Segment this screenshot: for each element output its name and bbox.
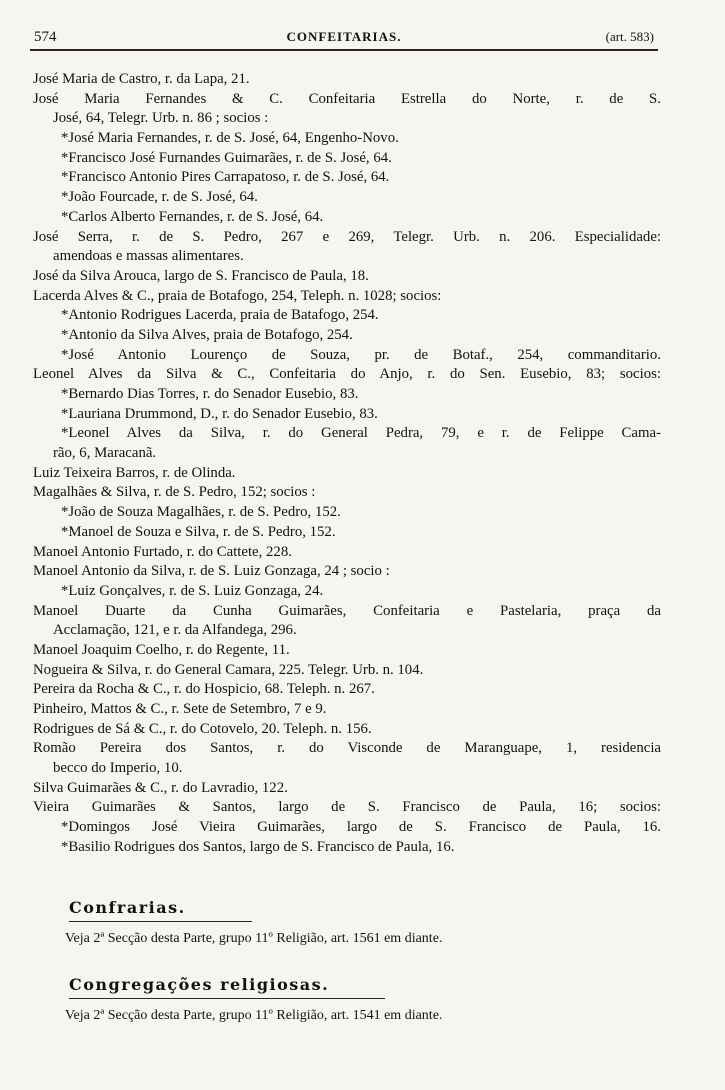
- directory-entry-line: José da Silva Arouca, largo de S. Francisco de Paula, 18.: [33, 267, 369, 284]
- directory-entry-line: José Serra, r. de S. Pedro, 267 e 269, Telegr. Urb. n. 206. Especialidade:: [33, 228, 661, 245]
- section-title: Congregações religiosas.: [69, 975, 330, 994]
- directory-entry-line: Acclamação, 121, e r. da Alfandega, 296.: [53, 622, 297, 639]
- directory-entry-line: Manoel Duarte da Cunha Guimarães, Confeitaria e Pastelaria, praça da: [33, 602, 661, 619]
- directory-entry-line: *Luiz Gonçalves, r. de S. Luiz Gonzaga, 24.: [61, 582, 324, 599]
- directory-entry-line: *José Antonio Lourenço de Souza, pr. de Botaf., 254, commanditario.: [61, 346, 661, 363]
- directory-entry-line: *João de Souza Magalhães, r. de S. Pedro, 152.: [61, 504, 341, 521]
- directory-entry-line: José Maria de Castro, r. da Lapa, 21.: [33, 71, 250, 87]
- directory-entry-line: Vieira Guimarães & Santos, largo de S. Francisco de Paula, 16; socios:: [33, 799, 661, 816]
- header-rule: [30, 49, 658, 51]
- directory-entry-line: Romão Pereira dos Santos, r. do Visconde de Maranguape, 1, residencia: [33, 740, 661, 757]
- section-note: Veja 2ª Secção desta Parte, grupo 11º Religião, art. 1561 em diante.: [65, 931, 443, 946]
- directory-entry-line: *Francisco Antonio Pires Carrapatoso, r. de S. José, 64.: [61, 169, 390, 186]
- directory-entry-line: Magalhães & Silva, r. de S. Pedro, 152; socios :: [33, 484, 316, 501]
- entry-list: [33, 70, 661, 858]
- directory-entry-line: *Bernardo Dias Torres, r. do Senador Eusebio, 83.: [61, 386, 359, 402]
- directory-entry-line: *Francisco José Furnandes Guimarães, r. de S. José, 64.: [61, 149, 392, 166]
- directory-entry-line: Silva Guimarães & C., r. do Lavradio, 122.: [33, 779, 288, 796]
- directory-entry-line: Pereira da Rocha & C., r. do Hospicio, 68. Teleph. n. 267.: [33, 681, 375, 698]
- directory-entry-line: *Domingos José Vieira Guimarães, largo de S. Francisco de Paula, 16.: [61, 819, 661, 836]
- section-note: Veja 2ª Secção desta Parte, grupo 11º Religião, art. 1541 em diante.: [65, 1008, 443, 1023]
- directory-entry-line: becco do Imperio, 10.: [53, 760, 183, 777]
- section-rule: [69, 998, 385, 999]
- directory-entry-line: Rodrigues de Sá & C., r. do Cotovelo, 20. Teleph. n. 156.: [33, 720, 372, 737]
- page-number: 574: [34, 29, 57, 45]
- directory-entry-line: Manoel Antonio da Silva, r. de S. Luiz Gonzaga, 24 ; socio :: [33, 563, 390, 580]
- directory-entry-line: *Antonio da Silva Alves, praia de Botafogo, 254.: [61, 326, 353, 343]
- section-rule: [69, 921, 252, 922]
- directory-entry-line: Lacerda Alves & C., praia de Botafogo, 254, Teleph. n. 1028; socios:: [33, 287, 442, 304]
- directory-entry-line: Manoel Antonio Furtado, r. do Cattete, 228.: [33, 543, 292, 560]
- section-title: Confrarias.: [69, 898, 186, 917]
- directory-entry-line: *José Maria Fernandes, r. de S. José, 64, Engenho-Novo.: [61, 130, 399, 147]
- directory-entry-line: *João Fourcade, r. de S. José, 64.: [61, 189, 258, 206]
- directory-entry-line: *Manoel de Souza e Silva, r. de S. Pedro, 152.: [61, 523, 336, 540]
- directory-entry-line: Luiz Teixeira Barros, r. de Olinda.: [33, 464, 236, 481]
- directory-entry-line: *Basilio Rodrigues dos Santos, largo de S. Francisco de Paula, 16.: [61, 838, 455, 855]
- directory-entry-line: rão, 6, Maracanã.: [53, 445, 157, 462]
- article-reference: (art. 583): [605, 29, 654, 44]
- directory-entry-line: José Maria Fernandes & C. Confeitaria Estrella do Norte, r. de S.: [33, 90, 661, 107]
- directory-entry-line: *Leonel Alves da Silva, r. do General Pedra, 79, e r. de Felippe Cama-: [61, 425, 661, 442]
- directory-entry-line: Leonel Alves da Silva & C., Confeitaria do Anjo, r. do Sen. Eusebio, 83; socios:: [33, 366, 661, 383]
- directory-entry-line: *Antonio Rodrigues Lacerda, praia de Batafogo, 254.: [61, 307, 379, 324]
- directory-entry-line: Manoel Joaquim Coelho, r. do Regente, 11.: [33, 641, 290, 658]
- directory-entry-line: amendoas e massas alimentares.: [53, 248, 244, 265]
- directory-entry-line: José, 64, Telegr. Urb. n. 86 ; socios :: [53, 110, 269, 127]
- page-header: [30, 26, 658, 48]
- directory-entry-line: *Lauriana Drummond, D., r. do Senador Eusebio, 83.: [61, 405, 378, 422]
- page-title: CONFEITARIAS.: [286, 29, 402, 44]
- directory-entry-line: *Carlos Alberto Fernandes, r. de S. José, 64.: [61, 208, 324, 225]
- directory-entry-line: Pinheiro, Mattos & C., r. Sete de Setembro, 7 e 9.: [33, 701, 327, 717]
- section-congregacoes: [33, 974, 661, 1027]
- directory-entry-line: Nogueira & Silva, r. do General Camara, 225. Telegr. Urb. n. 104.: [33, 661, 424, 678]
- section-confrarias: [33, 897, 661, 950]
